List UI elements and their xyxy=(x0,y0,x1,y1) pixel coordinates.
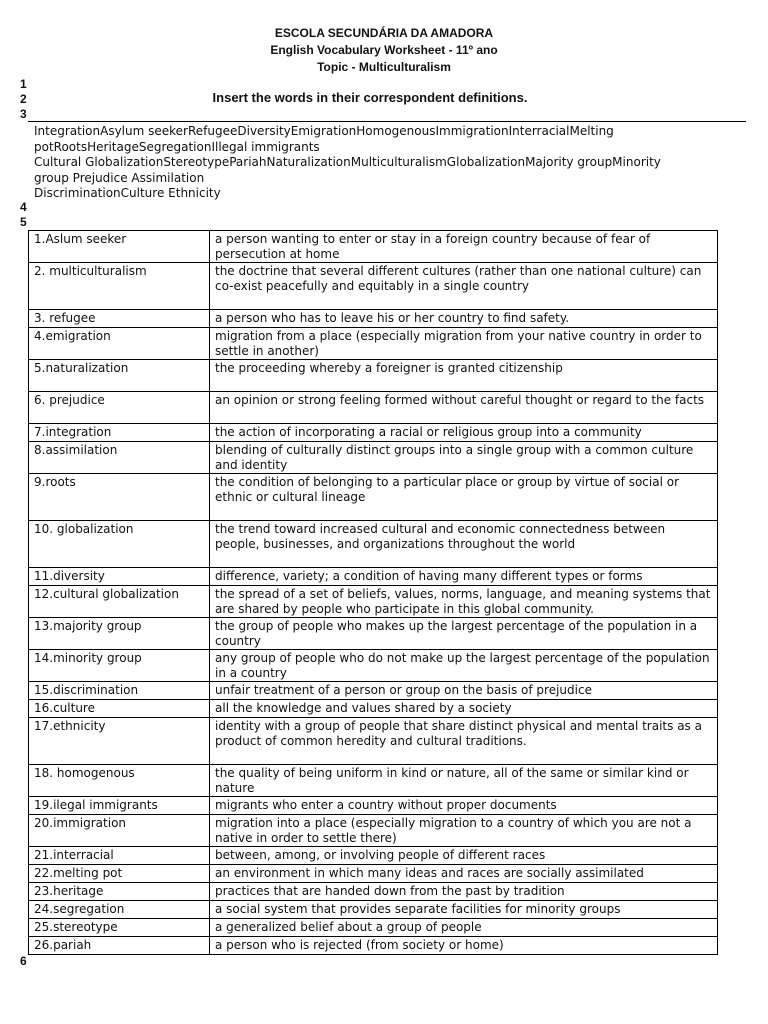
definition-cell: unfair treatment of a person or group on the basis of prejudice xyxy=(210,682,718,700)
table-row xyxy=(29,765,718,797)
term-cell: 23.heritage xyxy=(29,883,210,901)
term-cell: 1.Aslum seeker xyxy=(29,231,210,263)
term-cell: 8.assimilation xyxy=(29,442,210,474)
term-cell: 7.integration xyxy=(29,424,210,442)
definition-cell: between, among, or involving people of different races xyxy=(210,847,718,865)
term-cell: 3. refugee xyxy=(29,310,210,328)
school-name: ESCOLA SECUNDÁRIA DA AMADORA xyxy=(274,26,494,40)
table-row xyxy=(29,328,718,360)
vocabulary-table xyxy=(28,230,718,955)
term-cell: 5.naturalization xyxy=(29,360,210,392)
table-row xyxy=(29,901,718,919)
term-cell: 6. prejudice xyxy=(29,392,210,424)
line-number: 2 xyxy=(20,92,27,106)
line-number: 5 xyxy=(20,215,27,229)
table-row xyxy=(29,815,718,847)
term-cell: 9.roots xyxy=(29,474,210,521)
table-row xyxy=(29,310,718,328)
line-number: 3 xyxy=(20,107,27,121)
term-cell: 18. homogenous xyxy=(29,765,210,797)
definition-cell: an opinion or strong feeling formed without careful thought or regard to the facts xyxy=(210,392,718,424)
term-cell: 26.pariah xyxy=(29,937,210,955)
term-cell: 16.culture xyxy=(29,700,210,718)
table-row xyxy=(29,937,718,955)
table-row xyxy=(29,231,718,263)
table-row xyxy=(29,442,718,474)
definition-cell: the group of people who makes up the largest percentage of the population in a country xyxy=(210,618,718,650)
definition-cell: a person wanting to enter or stay in a foreign country because of fear of persecution at home xyxy=(210,231,718,263)
table-row xyxy=(29,682,718,700)
worksheet-title: English Vocabulary Worksheet - 11º ano xyxy=(270,43,498,57)
term-cell: 22.melting pot xyxy=(29,865,210,883)
word-bank xyxy=(28,121,746,201)
definition-cell: the doctrine that several different cultures (rather than one national culture) can co-exist peacefully and equitably in a single country xyxy=(210,263,718,310)
definition-cell: a person who is rejected (from society or home) xyxy=(210,937,718,955)
definition-cell: a social system that provides separate facilities for minority groups xyxy=(210,901,718,919)
line-number: 6 xyxy=(20,954,27,968)
term-cell: 25.stereotype xyxy=(29,919,210,937)
definition-cell: identity with a group of people that share distinct physical and mental traits as a product of common heredity and cultural traditions. xyxy=(210,718,718,765)
table-row xyxy=(29,700,718,718)
table-row xyxy=(29,360,718,392)
table-row xyxy=(29,865,718,883)
term-cell: 24.segregation xyxy=(29,901,210,919)
worksheet-topic: Topic - Multiculturalism xyxy=(317,60,451,74)
table-row xyxy=(29,883,718,901)
definition-cell: the action of incorporating a racial or religious group into a community xyxy=(210,424,718,442)
table-row xyxy=(29,568,718,586)
definition-cell: difference, variety; a condition of having many different types or forms xyxy=(210,568,718,586)
table-row xyxy=(29,847,718,865)
term-cell: 10. globalization xyxy=(29,521,210,568)
word-bank-line: IntegrationAsylum seekerRefugeeDiversityEmigrationHomogenousImmigrationInterracialMelting xyxy=(34,124,614,138)
term-cell: 12.cultural globalization xyxy=(29,586,210,618)
term-cell: 14.minority group xyxy=(29,650,210,682)
definition-cell: the trend toward increased cultural and economic connectedness between people, businesses, and organizations throughout the world xyxy=(210,521,718,568)
table-row xyxy=(29,618,718,650)
term-cell: 19.ilegal immigrants xyxy=(29,797,210,815)
term-cell: 20.immigration xyxy=(29,815,210,847)
word-bank-line: DiscriminationCulture Ethnicity xyxy=(34,186,221,200)
instruction: Insert the words in their correspondent definitions. xyxy=(212,90,528,105)
definition-cell: the condition of belonging to a particular place or group by virtue of social or ethnic or cultural lineage xyxy=(210,474,718,521)
table-row xyxy=(29,919,718,937)
word-bank-line: group Prejudice Assimilation xyxy=(34,170,205,185)
table-row xyxy=(29,797,718,815)
line-number: 1 xyxy=(20,77,27,91)
word-bank-line: potRootsHeritageSegregationIllegal immigrants xyxy=(34,139,320,154)
definition-cell: the spread of a set of beliefs, values, norms, language, and meaning systems that are shared by people who participate in this global community. xyxy=(210,586,718,618)
definition-cell: all the knowledge and values shared by a society xyxy=(210,700,718,718)
table-row xyxy=(29,650,718,682)
definition-cell: any group of people who do not make up the largest percentage of the population in a country xyxy=(210,650,718,682)
definition-cell: migration from a place (especially migration from your native country in order to settle in another) xyxy=(210,328,718,360)
line-number: 4 xyxy=(20,200,27,214)
term-cell: 11.diversity xyxy=(29,568,210,586)
table-row xyxy=(29,586,718,618)
definition-cell: a generalized belief about a group of people xyxy=(210,919,718,937)
term-cell: 4.emigration xyxy=(29,328,210,360)
definition-cell: migration into a place (especially migration to a country of which you are not a native in order to settle there) xyxy=(210,815,718,847)
table-row xyxy=(29,263,718,310)
term-cell: 21.interracial xyxy=(29,847,210,865)
definition-cell: blending of culturally distinct groups into a single group with a common culture and identity xyxy=(210,442,718,474)
term-cell: 13.majority group xyxy=(29,618,210,650)
definition-cell: a person who has to leave his or her country to find safety. xyxy=(210,310,718,328)
table-row xyxy=(29,474,718,521)
definition-cell: migrants who enter a country without proper documents xyxy=(210,797,718,815)
table-row xyxy=(29,521,718,568)
definition-cell: an environment in which many ideas and races are socially assimilated xyxy=(210,865,718,883)
definition-cell: the proceeding whereby a foreigner is granted citizenship xyxy=(210,360,718,392)
term-cell: 2. multiculturalism xyxy=(29,263,210,310)
word-bank-line: Cultural GlobalizationStereotypePariahNaturalizationMulticulturalismGlobalizationMajority groupMinority xyxy=(34,155,661,169)
term-cell: 17.ethnicity xyxy=(29,718,210,765)
table-row xyxy=(29,718,718,765)
definition-cell: practices that are handed down from the past by tradition xyxy=(210,883,718,901)
table-row xyxy=(29,392,718,424)
table-row xyxy=(29,424,718,442)
definition-cell: the quality of being uniform in kind or nature, all of the same or similar kind or nature xyxy=(210,765,718,797)
term-cell: 15.discrimination xyxy=(29,682,210,700)
